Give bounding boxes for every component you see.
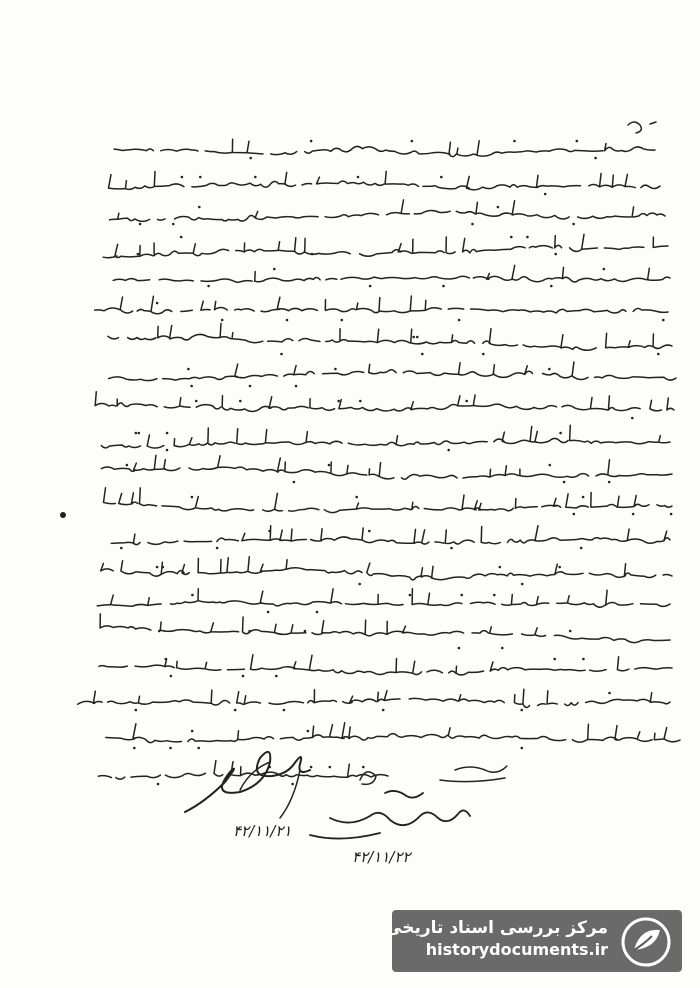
diacritic-dot	[458, 319, 461, 322]
diacritic-dot	[554, 253, 557, 256]
diacritic-dot	[172, 223, 175, 226]
diacritic-dot	[632, 513, 635, 516]
diacritic-dot	[510, 236, 513, 239]
diacritic-dot	[458, 647, 461, 650]
handwritten-line	[104, 488, 672, 513]
diacritic-dot	[304, 630, 307, 633]
handwritten-line	[95, 296, 668, 314]
diacritic-dot	[311, 253, 314, 256]
signature-left	[185, 752, 310, 812]
diacritic-dot	[409, 594, 412, 597]
diacritic-dot	[450, 547, 453, 550]
diacritic-dot	[440, 176, 443, 179]
diacritic-dot	[166, 449, 169, 452]
diacritic-dot	[180, 236, 183, 239]
diacritic-dot	[411, 140, 414, 143]
diacritic-dot	[138, 432, 141, 435]
handwritten-line	[109, 171, 661, 189]
diacritic-dot	[471, 223, 474, 226]
diacritic-dot	[198, 206, 201, 209]
diacritic-dot	[267, 611, 270, 614]
diacritic-dot	[553, 658, 556, 661]
diacritic-dot	[657, 353, 660, 356]
diacritic-dot	[521, 747, 524, 750]
handwritten-line	[109, 362, 676, 381]
diacritic-dot	[249, 385, 252, 388]
diacritic-dot	[369, 285, 372, 288]
diacritic-dot	[181, 176, 184, 179]
diacritic-dot	[603, 268, 606, 271]
diacritic-dot	[412, 336, 415, 339]
diacritic-dot	[558, 566, 561, 569]
diacritic-dot	[133, 747, 136, 750]
diacritic-dot	[162, 566, 165, 569]
handwritten-line	[98, 761, 388, 780]
diacritic-dot	[576, 140, 579, 143]
diacritic-dot	[273, 268, 276, 271]
diacritic-dot	[608, 481, 611, 484]
diacritic-dot	[355, 496, 358, 499]
diacritic-dot	[357, 176, 360, 179]
diacritic-dot	[249, 157, 252, 160]
handwritten-line	[101, 557, 672, 580]
diacritic-dot	[497, 206, 500, 209]
diacritic-dot	[191, 730, 194, 733]
diacritic-dot	[268, 530, 271, 533]
diacritic-dot	[242, 675, 245, 678]
diacritic-dot	[563, 481, 566, 484]
handwritten-line	[106, 723, 680, 743]
diacritic-dot	[295, 385, 298, 388]
diacritic-dot	[594, 157, 597, 160]
diacritic-dot	[582, 658, 585, 661]
diacritic-dot	[197, 747, 200, 750]
book-leaf-icon	[620, 916, 672, 968]
handwritten-line	[102, 526, 670, 545]
diacritic-dot	[362, 766, 365, 769]
handwritten-line	[109, 200, 665, 221]
handwritten-line	[108, 323, 672, 350]
diacritic-dot	[120, 547, 123, 550]
handwritten-line	[113, 265, 670, 282]
diacritic-dot	[572, 223, 575, 226]
diacritic-dot	[310, 766, 313, 769]
diacritic-dot	[442, 285, 445, 288]
diacritic-dot	[465, 400, 468, 403]
diacritic-dot	[447, 449, 450, 452]
diacritic-dot	[254, 176, 257, 179]
diacritic-dot	[190, 385, 193, 388]
diacritic-dot	[207, 285, 210, 288]
watermark-text	[385, 918, 608, 959]
diacritic-dot	[169, 747, 172, 750]
watermark-title: مرکز بررسی اسناد تاریخی	[385, 918, 608, 938]
diacritic-dot	[156, 302, 159, 305]
diacritic-dot	[493, 594, 496, 597]
diacritic-dot	[631, 417, 634, 420]
diacritic-dot	[569, 630, 572, 633]
diacritic-dot	[341, 319, 344, 322]
date-center: ۴۲/۱۱/۲۲	[352, 848, 411, 866]
diacritic-dot	[359, 400, 362, 403]
diacritic-dot	[580, 547, 583, 550]
diacritic-dot	[559, 432, 562, 435]
diacritic-dot	[382, 709, 385, 712]
diacritic-dot	[195, 400, 198, 403]
diacritic-dot	[239, 400, 242, 403]
diacritic-dot	[216, 547, 219, 550]
diacritic-dot	[283, 709, 286, 712]
handwritten-line	[101, 455, 672, 479]
watermark-url: historydocuments.ir	[425, 940, 608, 959]
diacritic-dot	[670, 513, 673, 516]
diacritic-dot	[368, 530, 371, 533]
handwritten-line	[97, 589, 670, 608]
handwritten-line	[99, 655, 672, 675]
diacritic-dot	[316, 611, 319, 614]
diacritic-dot	[191, 496, 194, 499]
diacritic-dot	[275, 675, 278, 678]
diacritic-dot	[582, 496, 585, 499]
diacritic-dot	[156, 566, 159, 569]
diacritic-dot	[234, 709, 237, 712]
diacritic-dot	[158, 630, 161, 633]
diacritic-dot	[170, 675, 173, 678]
diacritic-dot	[307, 730, 310, 733]
diacritic-dot	[416, 336, 419, 339]
diacritic-dot	[137, 253, 140, 256]
diacritic-dot	[337, 400, 340, 403]
diacritic-dot	[293, 481, 296, 484]
diacritic-dot	[329, 766, 332, 769]
diacritic-dot	[421, 353, 424, 356]
diacritic-dot	[549, 464, 552, 467]
date-left: ۴۲/۱۱/۲۱	[233, 822, 292, 840]
diacritic-dot	[521, 583, 524, 586]
diacritic-dot	[187, 368, 190, 371]
diacritic-dot	[548, 368, 551, 371]
diacritic-dot	[482, 353, 485, 356]
diacritic-dot	[328, 464, 331, 467]
diacritic-dot	[280, 353, 283, 356]
diacritic-dot	[199, 176, 202, 179]
diacritic-dot	[499, 566, 502, 569]
diacritic-dot	[291, 783, 294, 786]
diacritic-dot	[501, 647, 504, 650]
diacritic-dot	[165, 658, 168, 661]
diacritic-dot	[135, 709, 138, 712]
handwritten-line	[78, 689, 670, 707]
diacritic-dot	[334, 368, 337, 371]
diacritic-dot	[526, 236, 529, 239]
handwritten-line	[90, 614, 670, 643]
diacritic-dot	[513, 140, 516, 143]
diacritic-dot	[286, 319, 289, 322]
archive-watermark	[385, 910, 682, 972]
diacritic-dot	[126, 464, 129, 467]
diacritic-dot	[550, 285, 553, 288]
diacritic-dot	[310, 140, 313, 143]
diacritic-dot	[460, 594, 463, 597]
diacritic-dot	[358, 583, 361, 586]
diacritic-dot	[544, 193, 547, 196]
signature-center	[310, 791, 470, 839]
handwritten-line	[101, 425, 670, 448]
diacritic-dot	[157, 783, 160, 786]
diacritic-dot	[662, 319, 665, 322]
diacritic-dot	[520, 709, 523, 712]
diacritic-dot	[166, 432, 169, 435]
diacritic-dot	[221, 319, 224, 322]
diacritic-dot	[248, 630, 251, 633]
diacritic-dot	[135, 432, 138, 435]
diacritic-dot	[608, 692, 611, 695]
diacritic-dot	[139, 223, 142, 226]
handwritten-line	[88, 392, 674, 412]
diacritic-dot	[573, 513, 576, 516]
handwritten-line	[103, 234, 668, 257]
handwritten-line	[114, 139, 655, 156]
diacritic-dot	[191, 594, 194, 597]
